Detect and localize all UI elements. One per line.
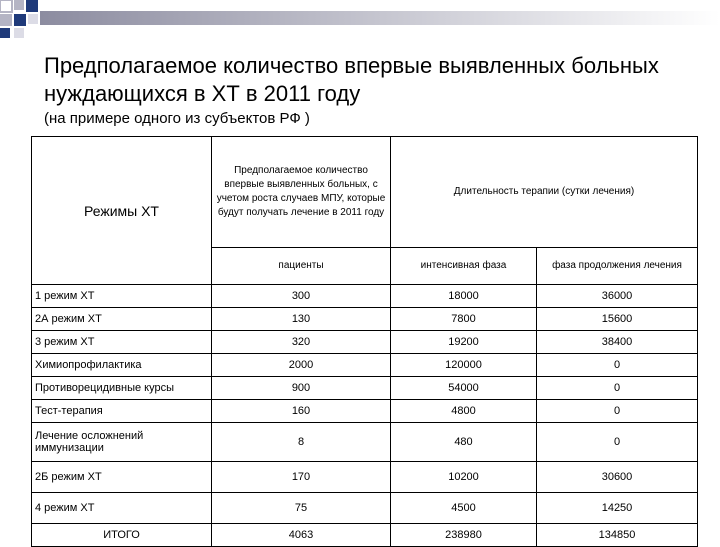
header-intensive-phase: интенсивная фаза bbox=[391, 248, 537, 285]
intensive-cell: 10200 bbox=[391, 462, 537, 493]
regime-cell: 3 режим ХТ bbox=[32, 331, 212, 354]
patients-cell: 170 bbox=[212, 462, 391, 493]
regime-cell: Лечение осложнений иммунизации bbox=[32, 423, 212, 462]
regime-cell: 2А режим ХТ bbox=[32, 308, 212, 331]
table-row bbox=[32, 400, 698, 423]
decorative-square bbox=[14, 0, 24, 10]
table-row bbox=[32, 354, 698, 377]
decorative-square bbox=[0, 28, 10, 38]
header-therapy-duration: Длительность терапии (сутки лечения) bbox=[391, 137, 698, 248]
slide-subtitle: (на примере одного из субъектов РФ ) bbox=[44, 110, 310, 127]
continuation-cell: 0 bbox=[537, 354, 698, 377]
table-row bbox=[32, 423, 698, 462]
table-row bbox=[32, 308, 698, 331]
total-continuation: 134850 bbox=[537, 524, 698, 547]
intensive-cell: 18000 bbox=[391, 285, 537, 308]
slide-title: Предполагаемое количество впервые выявленных больных нуждающихся в ХТ в 2011 году bbox=[44, 53, 659, 106]
header-estimated-patients: Предполагаемое количество впервые выявленных больных, с учетом роста случаев МПУ, которые будут получать лечение в 2011 году bbox=[212, 137, 391, 248]
patients-cell: 320 bbox=[212, 331, 391, 354]
total-patients: 4063 bbox=[212, 524, 391, 547]
table-row bbox=[32, 377, 698, 400]
intensive-cell: 7800 bbox=[391, 308, 537, 331]
intensive-cell: 4800 bbox=[391, 400, 537, 423]
decorative-square bbox=[14, 14, 26, 26]
total-intensive: 238980 bbox=[391, 524, 537, 547]
regime-cell: 1 режим ХТ bbox=[32, 285, 212, 308]
table-row bbox=[32, 285, 698, 308]
table-row bbox=[32, 462, 698, 493]
patients-cell: 900 bbox=[212, 377, 391, 400]
table-row bbox=[32, 493, 698, 524]
regime-cell: Противорецидивные курсы bbox=[32, 377, 212, 400]
table-row bbox=[32, 331, 698, 354]
intensive-cell: 19200 bbox=[391, 331, 537, 354]
continuation-cell: 30600 bbox=[537, 462, 698, 493]
continuation-cell: 36000 bbox=[537, 285, 698, 308]
header-patients: пациенты bbox=[212, 248, 391, 285]
decorative-square bbox=[26, 0, 38, 12]
regime-cell: 4 режим ХТ bbox=[32, 493, 212, 524]
header-continuation-phase: фаза продолжения лечения bbox=[537, 248, 698, 285]
decorative-square bbox=[28, 14, 38, 24]
patients-cell: 8 bbox=[212, 423, 391, 462]
intensive-cell: 4500 bbox=[391, 493, 537, 524]
decorative-square bbox=[14, 28, 24, 38]
intensive-cell: 120000 bbox=[391, 354, 537, 377]
regime-cell: Химиопрофилактика bbox=[32, 354, 212, 377]
decorative-square bbox=[0, 14, 12, 26]
intensive-cell: 54000 bbox=[391, 377, 537, 400]
patients-cell: 2000 bbox=[212, 354, 391, 377]
continuation-cell: 38400 bbox=[537, 331, 698, 354]
continuation-cell: 14250 bbox=[537, 493, 698, 524]
continuation-cell: 0 bbox=[537, 423, 698, 462]
intensive-cell: 480 bbox=[391, 423, 537, 462]
continuation-cell: 0 bbox=[537, 377, 698, 400]
patients-cell: 75 bbox=[212, 493, 391, 524]
decorative-square bbox=[0, 0, 12, 12]
header-regimes: Режимы ХТ bbox=[32, 137, 212, 285]
patients-cell: 160 bbox=[212, 400, 391, 423]
regime-cell: 2Б режим ХТ bbox=[32, 462, 212, 493]
total-label: ИТОГО bbox=[32, 524, 212, 547]
regime-cell: Тест-терапия bbox=[32, 400, 212, 423]
decorative-gradient-bar bbox=[40, 11, 720, 25]
decorative-header-pattern bbox=[0, 0, 720, 40]
patients-cell: 130 bbox=[212, 308, 391, 331]
chemotherapy-table bbox=[31, 136, 698, 547]
continuation-cell: 0 bbox=[537, 400, 698, 423]
patients-cell: 300 bbox=[212, 285, 391, 308]
continuation-cell: 15600 bbox=[537, 308, 698, 331]
table-header-row bbox=[32, 137, 698, 248]
table-total-row bbox=[32, 524, 698, 547]
